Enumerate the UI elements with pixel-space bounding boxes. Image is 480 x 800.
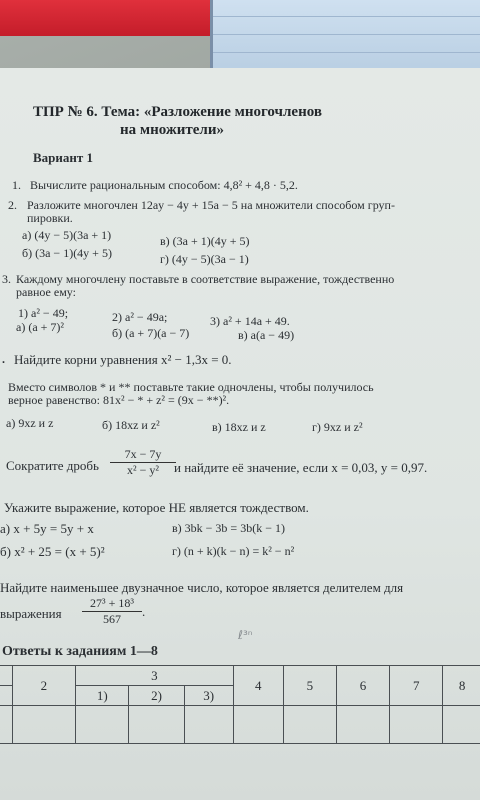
task3-poly-3: 3) a² + 14a + 49.	[210, 314, 290, 328]
task4-text: Найдите корни уравнения x² − 1,3x = 0.	[14, 352, 232, 367]
task8-prefix: выражения	[0, 606, 62, 621]
answer-col-3-sub-2: 2)	[129, 686, 184, 706]
task8-fraction-denominator: 567	[103, 612, 121, 626]
task5-option-a: а) 9xz и z	[6, 416, 54, 430]
task3-poly-2: 2) a² − 49a;	[112, 310, 168, 324]
pencil-scribble: ℓ³ⁿ	[238, 628, 253, 642]
page-title-line1: ТПР № 6. Тема: «Разложение многочленов	[33, 104, 322, 120]
task8-fraction	[82, 596, 142, 627]
task4-number: .	[2, 352, 5, 366]
task7-text: Укажите выражение, которое НЕ является тождеством.	[4, 500, 309, 515]
answer-col-1-sub	[0, 686, 12, 706]
answers-heading: Ответы к заданиям 1—8	[2, 644, 158, 659]
task2-option-b: б) (3a − 1)(4y + 5)	[22, 246, 112, 260]
task5-option-b: б) 18xz и z²	[102, 418, 160, 432]
answer-cell-3-2[interactable]	[129, 706, 184, 744]
variant-heading: Вариант 1	[33, 150, 94, 165]
task6-fraction-numerator: 7x − 7y	[110, 447, 176, 463]
answer-cell-3-3[interactable]	[184, 706, 233, 744]
notebook-edge	[210, 0, 480, 70]
task7-option-a: а) x + 5y = 5y + x	[0, 521, 94, 536]
answer-col-3-header: 3	[76, 666, 233, 686]
task6-suffix: и найдите её значение, если x = 0,03, y = 0,97.	[174, 460, 428, 475]
task6-prefix: Сократите дробь	[6, 458, 99, 473]
task2-option-a: а) (4y − 5)(3a + 1)	[22, 228, 112, 242]
task6-fraction	[110, 447, 176, 478]
task3-text-line1: Каждому многочлену поставьте в соответствие выражение, тождественно	[16, 272, 395, 286]
task5-text-line2: верное равенство: 81x² − * + z² = (9x − **)².	[8, 393, 230, 407]
task8-suffix: .	[142, 604, 146, 619]
answer-cell-4[interactable]	[233, 706, 283, 744]
answer-col-2-header: 2	[12, 666, 76, 706]
task2-option-g: г) (4y − 5)(3a − 1)	[160, 252, 249, 266]
answer-col-4-header: 4	[233, 666, 283, 706]
task8-fraction-numerator: 27³ + 18³	[82, 596, 142, 612]
task8-text-line1: Найдите наименьшее двузначное число, которое является делителем для	[0, 580, 404, 595]
task5-text-line1: Вместо символов * и ** поставьте такие одночлены, чтобы получилось	[8, 380, 374, 394]
task3-option-a: а) (a + 7)²	[16, 320, 65, 334]
answer-col-7-header: 7	[390, 666, 443, 706]
answer-col-5-header: 5	[283, 666, 336, 706]
task3-poly-1: 1) a² − 49;	[18, 306, 69, 320]
answer-col-6-header: 6	[336, 666, 389, 706]
answer-cell-2[interactable]	[12, 706, 76, 744]
answer-cell-6[interactable]	[336, 706, 389, 744]
answer-col-8-header: 8	[443, 666, 480, 706]
task2-text-line1: Разложите многочлен 12ay − 4y + 15a − 5 на множители способом груп-	[27, 198, 395, 212]
answer-col-1-header	[0, 666, 12, 686]
answer-cell-8[interactable]	[443, 706, 480, 744]
task1-number: 1.	[12, 178, 21, 192]
task6-fraction-denominator: x² − y²	[127, 463, 159, 477]
task3-text-line2: равное ему:	[16, 285, 76, 299]
task3-number: 3.	[2, 272, 11, 286]
task5-option-v: в) 18xz и z	[212, 420, 266, 434]
answer-cell-7[interactable]	[390, 706, 443, 744]
task5-option-g: г) 9xz и z²	[312, 420, 363, 434]
task7-option-v: в) 3bk − 3b = 3b(k − 1)	[172, 521, 285, 535]
task7-option-b: б) x² + 25 = (x + 5)²	[0, 544, 105, 559]
answer-cell-5[interactable]	[283, 706, 336, 744]
task2-text-line2: пировки.	[27, 211, 73, 225]
task1-text: Вычислите рациональным способом: 4,8² + 4,8 · 5,2.	[30, 178, 298, 192]
task2-option-v: в) (3a + 1)(4y + 5)	[160, 234, 250, 248]
red-folder	[0, 0, 215, 36]
task3-option-v: в) a(a − 49)	[238, 328, 295, 342]
answer-col-3-sub-1: 1)	[76, 686, 129, 706]
answer-col-3-sub-3: 3)	[184, 686, 233, 706]
answer-cell-3-1[interactable]	[76, 706, 129, 744]
answers-table	[0, 665, 480, 744]
task7-option-g: г) (n + k)(k − n) = k² − n²	[172, 544, 295, 558]
page-title-line2: на множители»	[120, 122, 224, 138]
task3-option-b: б) (a + 7)(a − 7)	[112, 326, 190, 340]
task2-number: 2.	[8, 198, 17, 212]
answer-cell-1[interactable]	[0, 706, 12, 744]
